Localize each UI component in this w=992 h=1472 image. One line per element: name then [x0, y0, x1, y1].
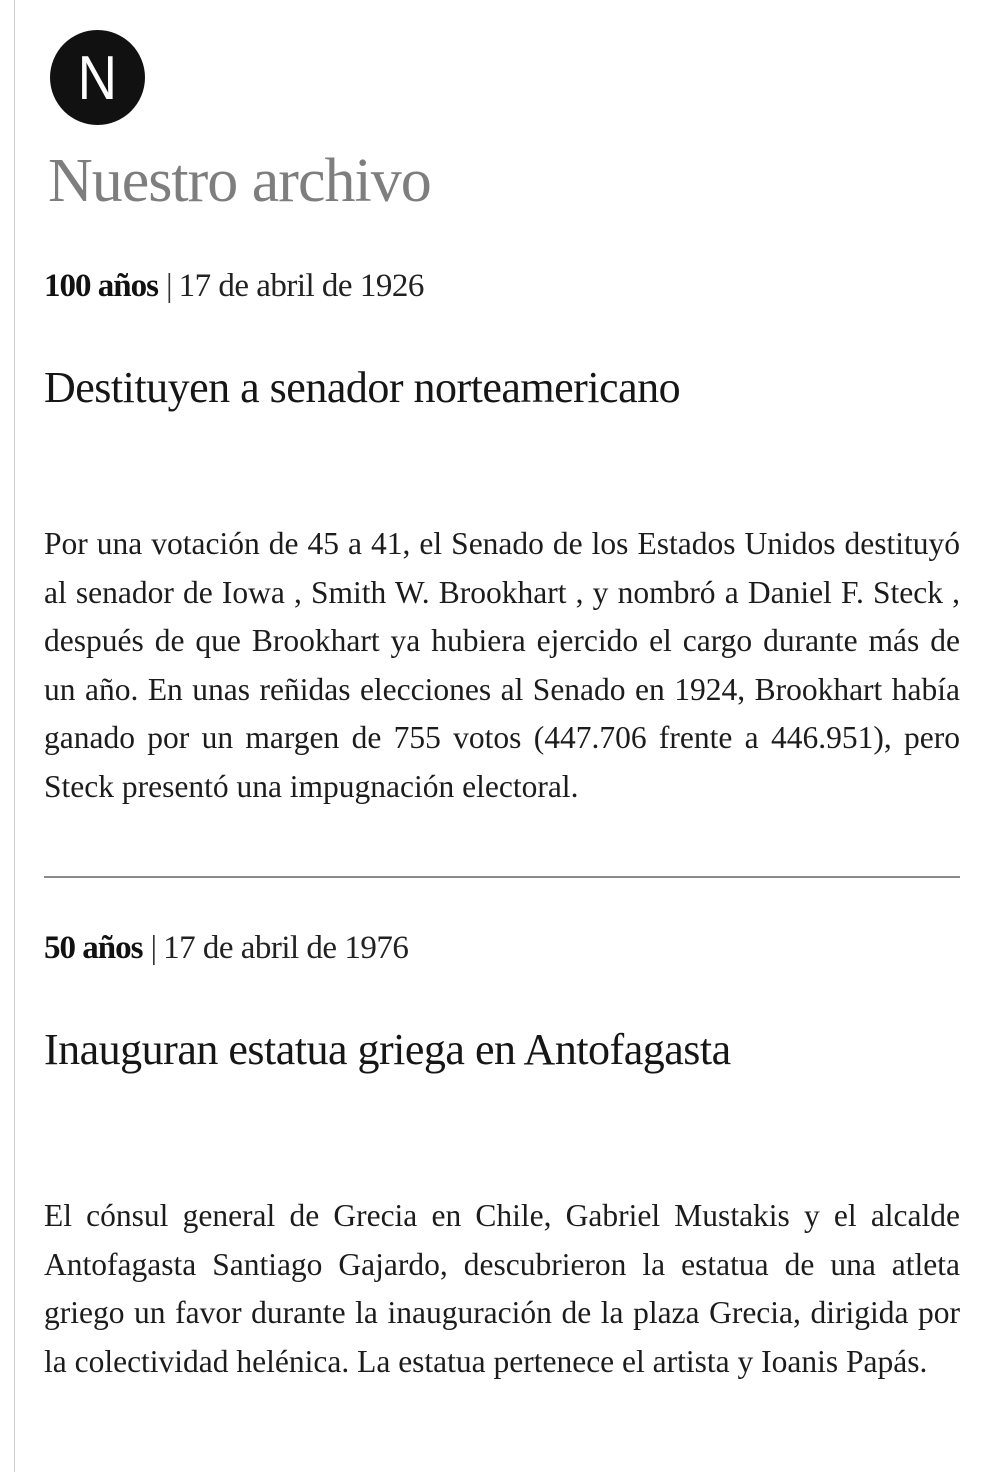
entry-date: 17 de abril de 1926 — [178, 268, 424, 304]
newspaper-logo — [50, 30, 145, 125]
meta-separator: | — [165, 268, 173, 304]
entry-meta-100 — [44, 270, 424, 303]
page-edge-rule — [14, 0, 15, 1472]
entry-headline: Destituyen a senador norteamericano — [44, 363, 681, 412]
meta-separator: | — [150, 930, 158, 966]
section-title: Nuestro archivo — [48, 147, 431, 215]
entry-headline: Inauguran estatua griega en Antofagasta — [44, 1025, 731, 1074]
section-divider — [44, 876, 960, 878]
logo-letter: N — [77, 43, 118, 113]
entry-body: Por una votación de 45 a 41, el Senado de los Estados Unidos destituyó al senador de Iowa , Smith W. Brookhart , y nombró a Daniel F. Steck , después de que Brookhart ya hubiera ejercido el cargo durante más de un año. En unas reñidas elecciones al Senado en 1924, Brookhart había ganado por un margen de 755 votos (447.706 frente a 446.951), pero Steck presentó una impugnación electoral. — [44, 526, 960, 804]
entry-years: 50 años — [44, 930, 143, 966]
entry-date: 17 de abril de 1976 — [163, 930, 409, 966]
entry-years: 100 años — [44, 268, 158, 304]
entry-body: El cónsul general de Grecia en Chile, Gabriel Mustakis y el alcalde Antofagasta Santiago Gajardo, descubrieron la estatua de una atleta griego un favor durante la inauguración de la plaza Grecia, dirigida por la colectividad helénica. La estatua pertenece el artista y Ioanis Papás. — [44, 1198, 960, 1379]
entry-meta-50 — [44, 932, 408, 965]
